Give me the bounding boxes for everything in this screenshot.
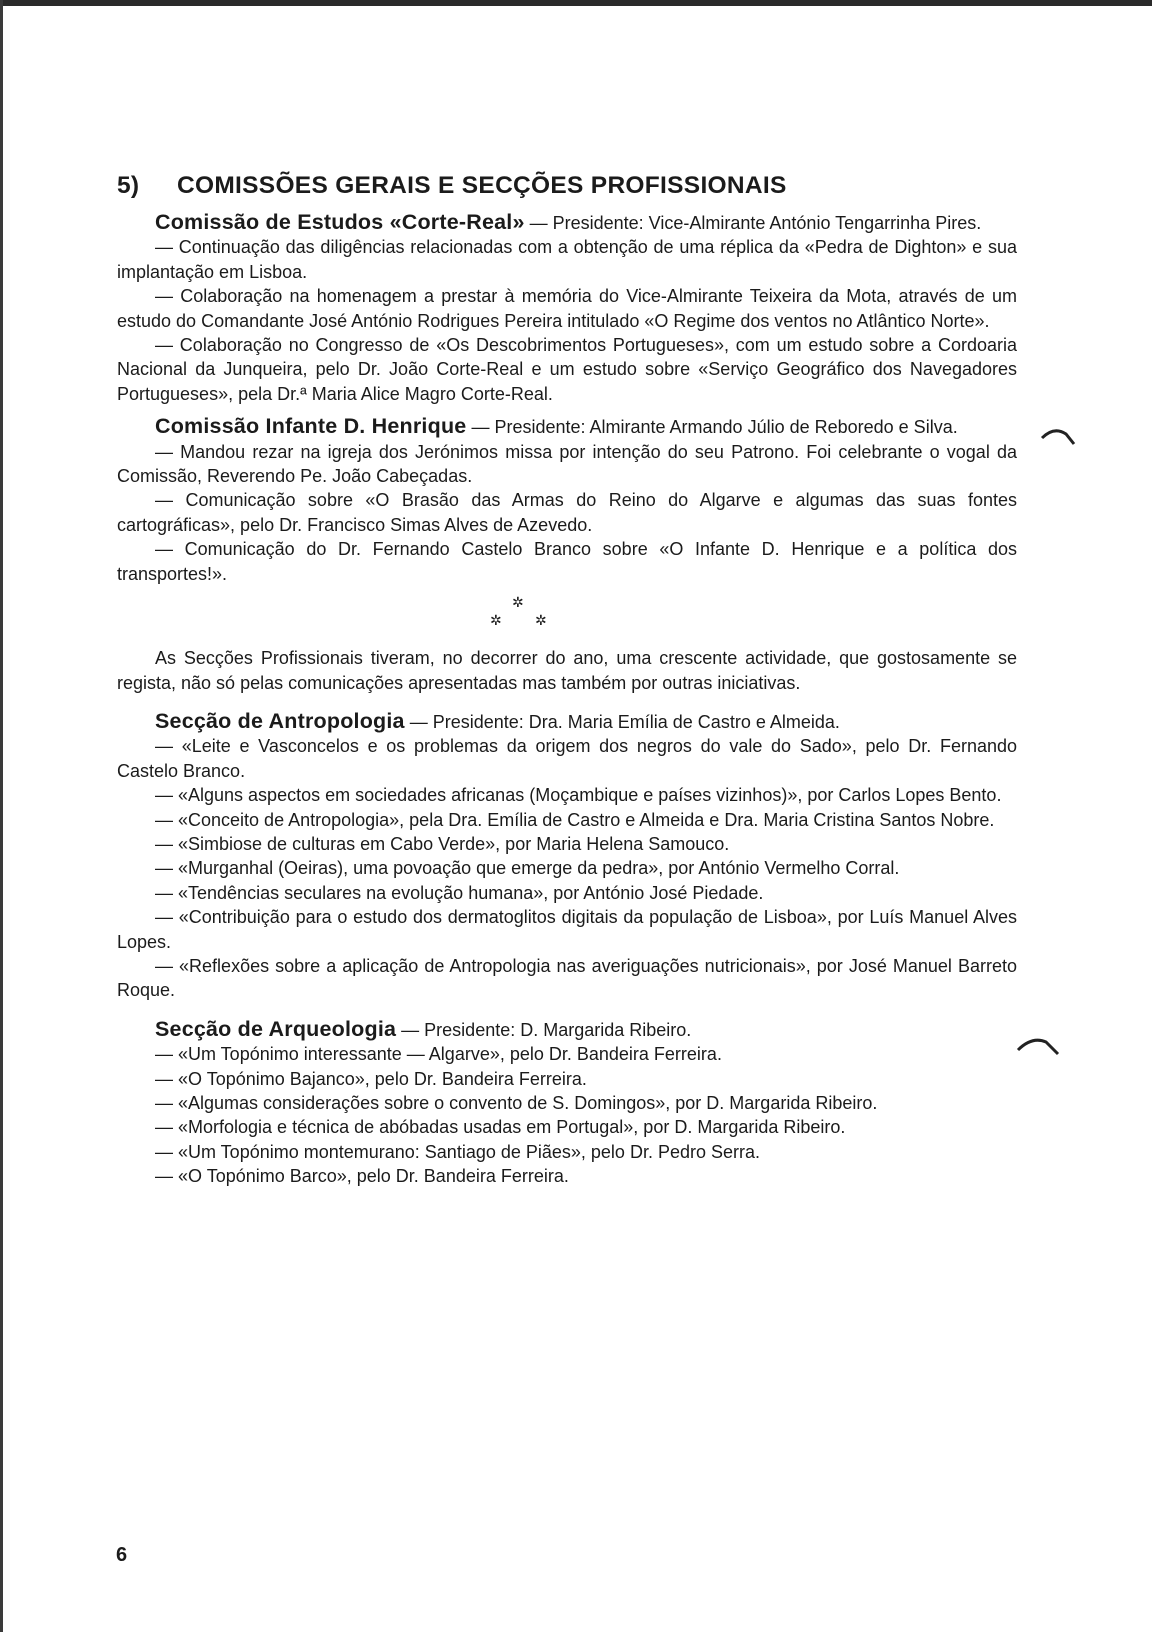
top-border xyxy=(0,0,1152,6)
list-item: — Comunicação do Dr. Fernando Castelo Branco sobre «O Infante D. Henrique e a política dos transportes!». xyxy=(117,539,1017,584)
list-item: — «Alguns aspectos em sociedades africanas (Moçambique e países vizinhos)», por Carlos Lopes Bento. xyxy=(155,785,1002,806)
list-item: — «Reflexões sobre a aplicação de Antropologia nas averiguações nutricionais», por José Manuel Barreto Roque. xyxy=(117,955,1017,1001)
scan-mark-icon xyxy=(1016,1034,1062,1058)
left-border xyxy=(0,0,3,1632)
list-item: — «Contribuição para o estudo dos dermatoglitos digitais da população de Lisboa», por Luís Manuel Alves Lopes. xyxy=(117,907,1017,952)
page-number: 6 xyxy=(116,1544,128,1566)
list-item: — «Um Topónimo montemurano: Santiago de Piães», pelo Dr. Pedro Serra. xyxy=(155,1141,760,1162)
list-item: — «Um Topónimo interessante — Algarve», pelo Dr. Bandeira Ferreira. xyxy=(155,1044,722,1065)
commission-president: — Presidente: Almirante Armando Júlio de Reboredo e Silva. xyxy=(466,417,958,438)
list-item: — Colaboração na homenagem a prestar à memória do Vice-Almirante Teixeira da Mota, através de um estudo do Comandante José António Rodrigues Pereira intitulado «O Regime dos ventos no Atlântico Norte». xyxy=(117,286,1017,331)
scan-mark-icon xyxy=(1040,424,1080,448)
section-heading xyxy=(117,709,1017,734)
list-item: — «Tendências seculares na evolução humana», por António José Piedade. xyxy=(155,882,764,903)
list-item: — «Morfologia e técnica de abóbadas usadas em Portugal», por D. Margarida Ribeiro. xyxy=(155,1117,846,1138)
list-item: — Colaboração no Congresso de «Os Descobrimentos Portugueses», com um estudo sobre a Cordoaria Nacional da Junqueira, pelo Dr. João Corte-Real e um estudo sobre «Serviço Geográfico dos Navegadores Portugueses», pela Dr.ª Maria Alice Magro Corte-Real. xyxy=(117,335,1017,404)
section-name: Secção de Antropologia xyxy=(155,708,405,733)
list-item: — «Algumas considerações sobre o convento de S. Domingos», por D. Margarida Ribeiro. xyxy=(155,1093,878,1113)
section-president: — Presidente: Dra. Maria Emília de Castro e Almeida. xyxy=(404,711,840,732)
section-antropologia xyxy=(117,709,1017,1003)
commission-infante xyxy=(117,414,1017,586)
commission-heading xyxy=(117,210,1017,235)
commission-name: Comissão Infante D. Henrique xyxy=(155,414,467,439)
list-item: — Continuação das diligências relacionadas com a obtenção de uma réplica da «Pedra de Dighton» e sua implantação em Lisboa. xyxy=(117,237,1017,282)
commission-corte-real xyxy=(117,210,1017,406)
section-president: — Presidente: D. Margarida Ribeiro. xyxy=(396,1019,692,1040)
commission-name: Comissão de Estudos «Corte-Real» xyxy=(155,210,525,234)
list-item: — Comunicação sobre «O Brasão das Armas do Reino do Algarve e algumas das suas fontes cartográficas», pelo Dr. Francisco Simas Alves de Azevedo. xyxy=(117,490,1017,535)
list-item: — Mandou rezar na igreja dos Jerónimos missa por intenção do seu Patrono. Foi celebrante o vogal da Comissão, Reverendo Pe. João Cabeçadas. xyxy=(117,441,1017,487)
section-number: 5) xyxy=(117,172,140,199)
list-item: — «O Topónimo Bajanco», pelo Dr. Bandeira Ferreira. xyxy=(155,1068,587,1089)
section-title-text: COMISSÕES GERAIS E SECÇÕES PROFISSIONAIS xyxy=(177,172,787,199)
asterism-separator xyxy=(117,588,1017,646)
list-item: — «Conceito de Antropologia», pela Dra. Emília de Castro e Almeida e Dra. Maria Cristina Santos Nobre. xyxy=(155,809,995,830)
section-arqueologia xyxy=(117,1017,1017,1189)
section-heading xyxy=(117,1017,1017,1042)
page-content xyxy=(117,172,1017,1189)
section-title xyxy=(117,172,1017,200)
star-icon: ✲ xyxy=(512,594,524,611)
commission-heading xyxy=(117,414,1017,439)
list-item: — «O Topónimo Barco», pelo Dr. Bandeira Ferreira. xyxy=(155,1166,569,1187)
section-name: Secção de Arqueologia xyxy=(155,1016,397,1041)
list-item: — «Murganhal (Oeiras), uma povoação que emerge da pedra», por António Vermelho Corral. xyxy=(155,858,900,879)
commission-president: — Presidente: Vice-Almirante António Tengarrinha Pires. xyxy=(524,213,982,233)
list-item: — «Leite e Vasconcelos e os problemas da origem dos negros do vale do Sado», pelo Dr. Fernando Castelo Branco. xyxy=(117,736,1017,781)
star-icon: ✲ xyxy=(490,612,502,629)
intro-paragraph: As Secções Profissionais tiveram, no decorrer do ano, uma crescente actividade, que gostosamente se regista, não só pelas comunicações apresentadas mas também por outras iniciativas. xyxy=(117,648,1017,693)
star-icon: ✲ xyxy=(535,612,547,629)
list-item: — «Simbiose de culturas em Cabo Verde», por Maria Helena Samouco. xyxy=(155,833,730,854)
